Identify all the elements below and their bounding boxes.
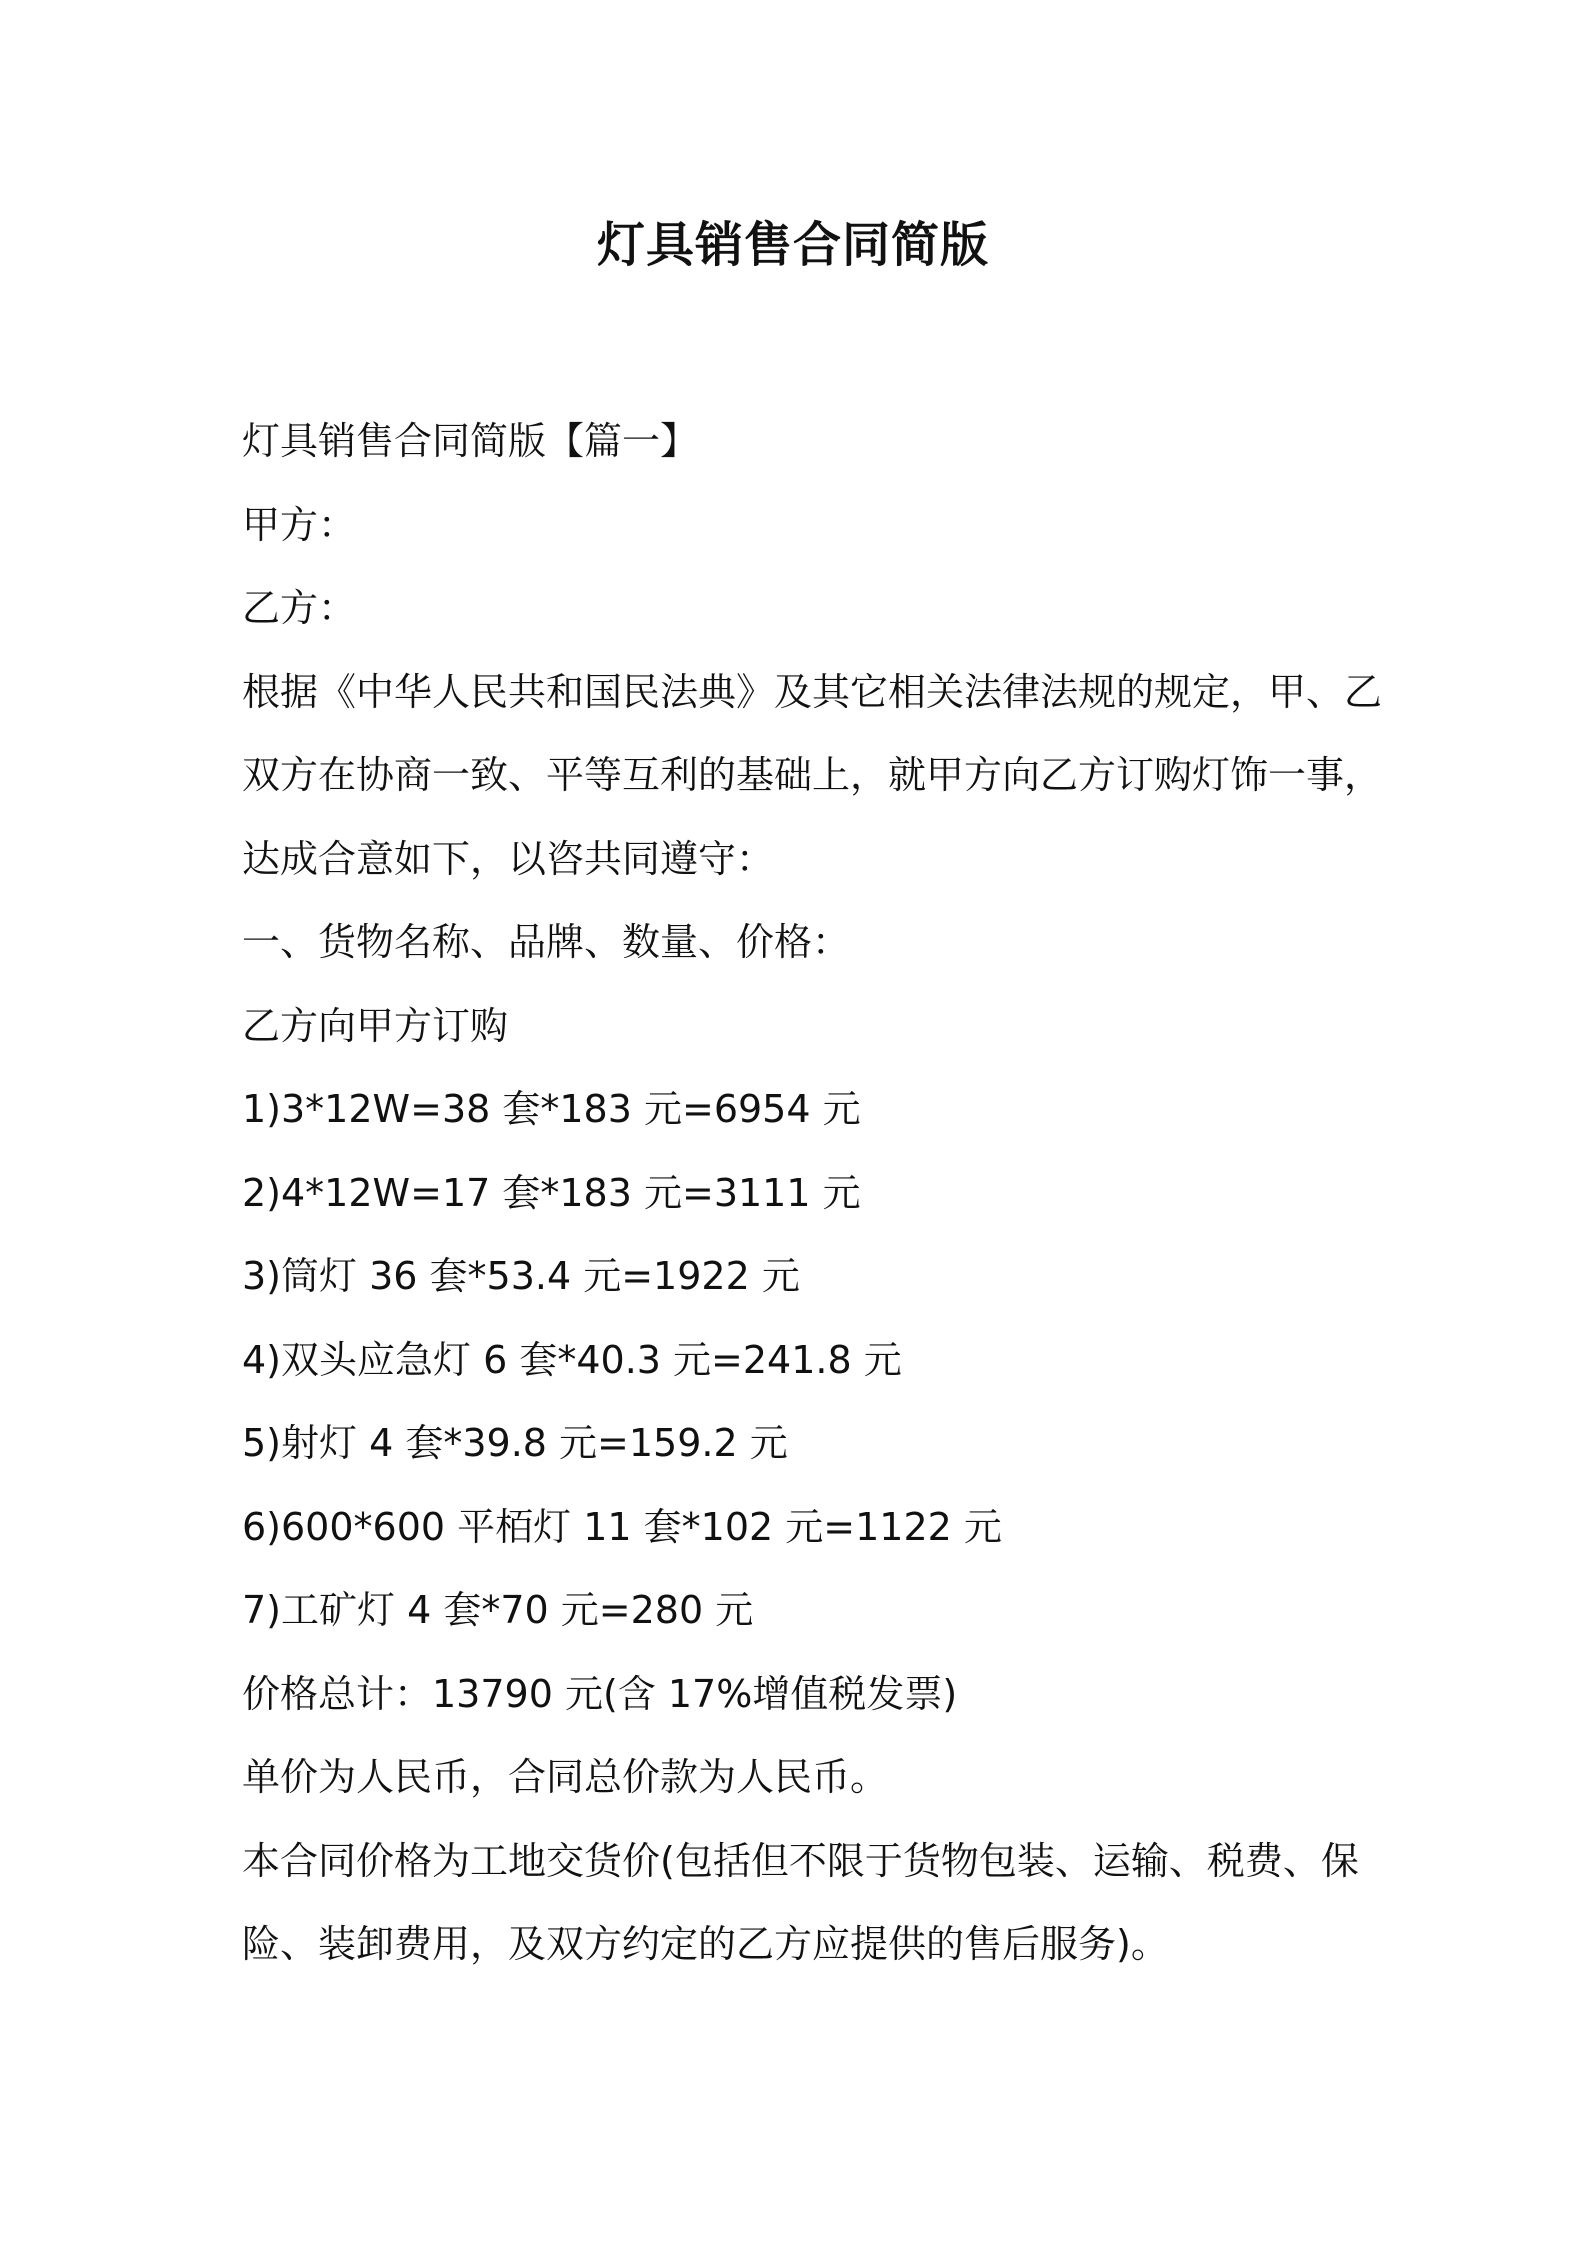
order-intro: 乙方向甲方订购 xyxy=(242,1003,509,1048)
order-item: 1)3*12W=38 套*183 元=6954 元 xyxy=(242,1087,861,1131)
order-item: 6)600*600 平栢灯 11 套*102 元=1122 元 xyxy=(242,1504,1002,1549)
party-b-line: 乙方： xyxy=(242,586,357,630)
preamble-line: 根据《中华人民共和国民法典》及其它相关法律法规的规定，甲、乙 xyxy=(242,669,1383,714)
document-title: 灯具销售合同简版 xyxy=(596,217,989,273)
preamble-line: 双方在协商一致、平等互利的基础上，就甲方向乙方订购灯饰一事， xyxy=(242,753,1383,797)
section-heading: 灯具销售合同简版【篇一】 xyxy=(242,419,699,463)
currency-note: 单价为人民币，合同总价款为人民币。 xyxy=(242,1755,889,1799)
order-item: 7)工矿灯 4 套*70 元=280 元 xyxy=(242,1588,754,1632)
order-item: 4)双头应急灯 6 套*40.3 元=241.8 元 xyxy=(242,1337,902,1382)
order-item: 3)筒灯 36 套*53.4 元=1922 元 xyxy=(242,1254,800,1298)
party-a-line: 甲方： xyxy=(242,502,357,547)
order-item: 5)射灯 4 套*39.8 元=159.2 元 xyxy=(242,1421,788,1465)
order-item: 2)4*12W=17 套*183 元=3111 元 xyxy=(242,1170,861,1215)
preamble-line: 达成合意如下，以咨共同遵守： xyxy=(242,836,775,881)
clause-heading: 一、货物名称、品牌、数量、价格： xyxy=(242,920,851,964)
price-total: 价格总计：13790 元(含 17%增值税发票) xyxy=(242,1671,958,1716)
price-terms-line: 本合同价格为工地交货价(包括但不限于货物包装、运输、税费、保 xyxy=(242,1838,1359,1883)
price-terms-line: 险、装卸费用，及双方约定的乙方应提供的售后服务)。 xyxy=(242,1922,1169,1966)
document-body xyxy=(242,400,1383,1987)
